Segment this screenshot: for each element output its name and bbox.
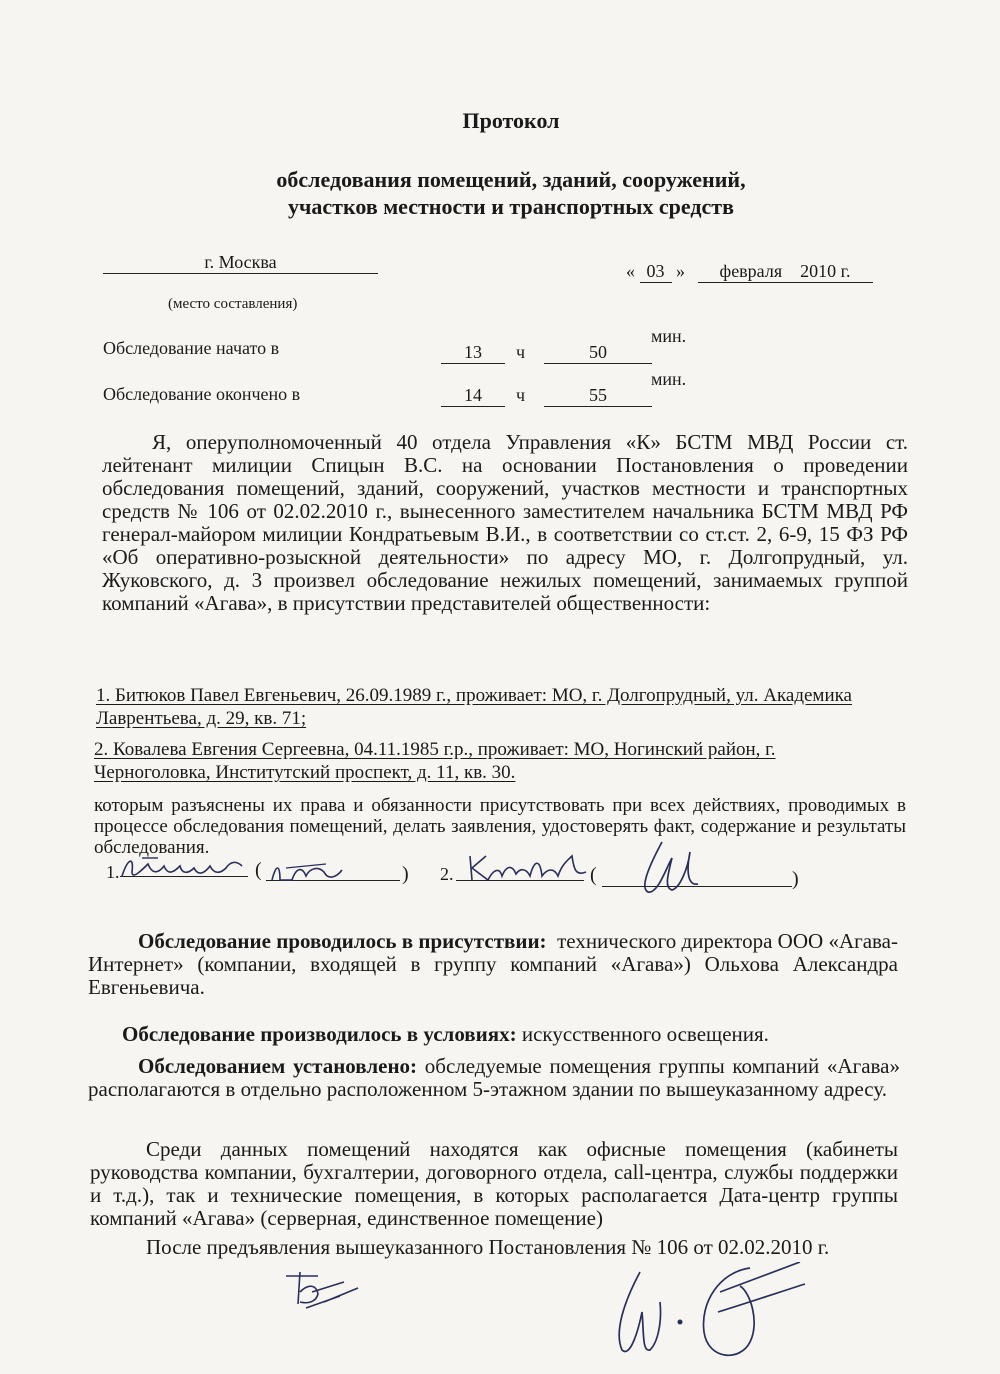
witness-1-signature xyxy=(266,858,346,888)
witness-1-handwritten-name xyxy=(118,852,258,886)
start-minutes: 50 xyxy=(544,342,652,364)
date-month: февраля xyxy=(719,261,783,281)
place-caption: (место составления) xyxy=(168,296,298,312)
premises-paragraph: Среди данных помещений находятся как офисные помещения (кабинеты руководства компании, бухгалтерии, договорного отдела, call-центра, службы поддержки и т.д.), так и технические помещения, в которых располагается Дата-центр группы компаний «Агава» (серверная, единственное помещение) xyxy=(90,1137,898,1230)
end-time xyxy=(441,385,652,407)
date-year: 2010 г. xyxy=(800,261,851,281)
established-text: обследуемые помещения группы компаний «Агава» располагаются в отдельно расположенном 5-этажном здании по вышеуказанному адресу. xyxy=(88,1054,900,1101)
end-label: Обследование окончено в xyxy=(103,384,301,404)
signature-1-paren-close: ) xyxy=(402,863,409,885)
witness-1: 1. Битюков Павел Евгеньевич, 26.09.1989 г., проживает: МО, г. Долгопрудный, ул. Академика Лаврентьева, д. 29, кв. 71; xyxy=(96,685,852,729)
conditions-text: искусственного освещения. xyxy=(521,1022,769,1046)
signature-2-paren-close: ) xyxy=(792,868,799,890)
date-field xyxy=(626,261,873,283)
start-hours-unit: ч xyxy=(515,342,526,362)
end-hours-unit: ч xyxy=(515,385,526,405)
document-title: Протокол xyxy=(462,108,560,133)
signature-1-number: 1. xyxy=(106,862,120,882)
place-value: г. Москва xyxy=(103,252,378,274)
signature-2-number: 2. xyxy=(440,864,454,884)
date-close-quote: » xyxy=(676,261,685,281)
subtitle-line-2: участков местности и транспортных средств xyxy=(288,194,734,219)
established-paragraph xyxy=(88,1055,900,1101)
conditions-label: Обследование производилось в условиях: xyxy=(122,1022,517,1046)
intro-paragraph: Я, оперуполномоченный 40 отдела Управления «К» БСТМ МВД России ст. лейтенант милиции Спицын В.С. на основании Постановления о проведении обследования помещений, зданий, сооружений, участков местности и транспортных средств № 106 от 02.02.2010 г., вынесенного заместителем начальника БСТМ МВД РФ генерал-майором милиции Кондратьевым В.И., в соответствии со ст.ст. 2, 6-9, 15 ФЗ РФ «Об оперативно-розыскной деятельности» по адресу МО, г. Долгопрудный, ул. Жуковского, д. 3 произвел обследование нежилых помещений, занимаемых группой компаний «Агава», в присутствии представителей общественности: xyxy=(102,430,908,615)
signature-1-paren-open: ( xyxy=(255,859,262,881)
closing-line: После предъявления вышеуказанного Постановления № 106 от 02.02.2010 г. xyxy=(146,1235,830,1259)
start-hours: 13 xyxy=(441,342,505,364)
established-label: Обследованием установлено: xyxy=(138,1054,418,1078)
date-month-year xyxy=(698,261,873,283)
subtitle-line-1: обследования помещений, зданий, сооружений, xyxy=(276,167,746,192)
end-hours: 14 xyxy=(441,385,505,407)
signature-2-paren-open: ( xyxy=(590,864,597,886)
start-minutes-unit: мин. xyxy=(651,326,687,346)
conditions-paragraph xyxy=(122,1023,912,1046)
bottom-signature-1 xyxy=(278,1262,368,1318)
presence-paragraph xyxy=(88,930,898,999)
presence-text: технического директора ООО «Агава-Интернет» (компании, входящей в группу компаний «Агава») Ольхова Александра Евгеньевича. xyxy=(88,929,898,999)
date-day: 03 xyxy=(640,261,672,283)
presence-label: Обследование проводилось в присутствии: xyxy=(138,929,547,953)
witness-2-signature xyxy=(628,838,718,898)
place-field xyxy=(103,252,378,274)
date-open-quote: « xyxy=(626,261,635,281)
witness-2: 2. Ковалева Евгения Сергеевна, 04.11.1985 г.р., проживает: МО, Ногинский район, г. Черноголовка, Институтский проспект, д. 11, кв. 30. xyxy=(94,739,776,783)
end-minutes: 55 xyxy=(544,385,652,407)
witness-2-handwritten-name xyxy=(464,850,594,886)
start-time xyxy=(441,342,652,364)
end-minutes-unit: мин. xyxy=(651,369,687,389)
bottom-signature-2 xyxy=(600,1262,810,1366)
start-label: Обследование начато в xyxy=(103,338,280,358)
rights-paragraph: которым разъяснены их права и обязанности присутствовать при всех действиях, проводимых в процессе обследования помещений, делать заявления, удостоверять факт, содержание и результаты обследования. xyxy=(94,795,906,858)
document-subtitle xyxy=(0,166,1000,220)
